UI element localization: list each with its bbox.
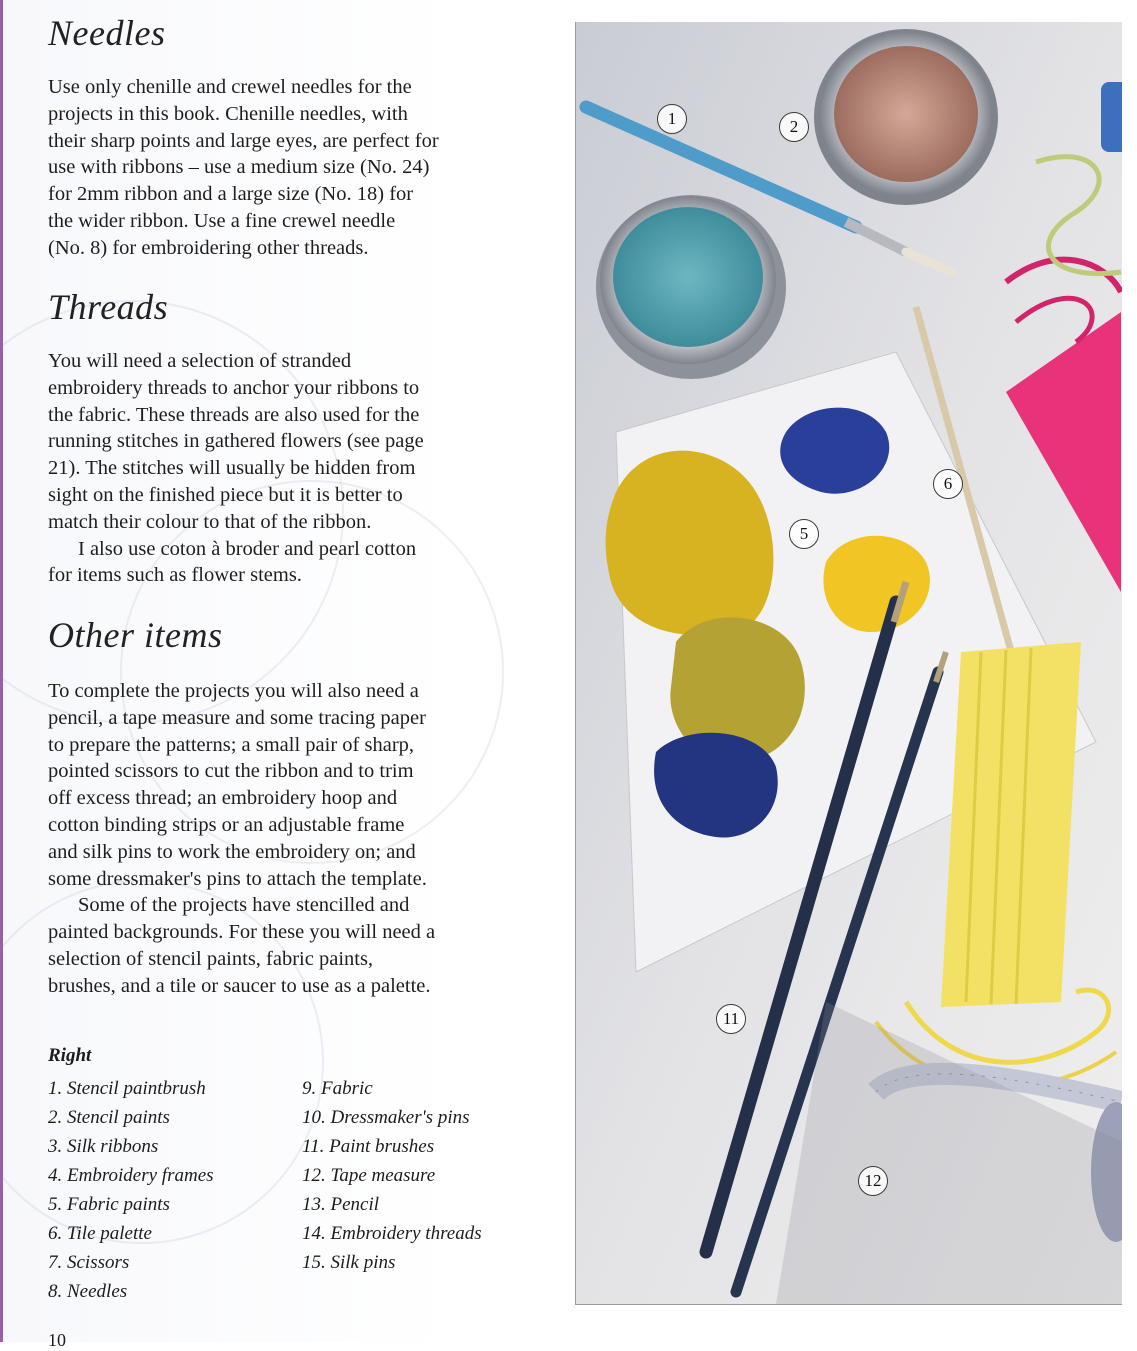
label-2: 2 [779, 112, 809, 142]
text-line: the fabric. These threads are also used for the [48, 403, 420, 426]
caption-item: 14. Embroidery threads [302, 1223, 482, 1244]
text-line: (No. 8) for embroidering other threads. [48, 236, 369, 259]
text-line: To complete the projects you will also need a [48, 680, 419, 702]
caption-item: 12. Tape measure [302, 1165, 436, 1186]
blue-tin [1101, 82, 1122, 152]
label-12: 12 [858, 1166, 888, 1196]
caption-item: 5. Fabric paints [48, 1194, 170, 1215]
text-line: brushes, and a tile or saucer to use as a palette. [48, 974, 431, 997]
text-line: use with ribbons – use a medium size (No. 24) [48, 156, 430, 179]
text-line: cotton binding strips or an adjustable frame [48, 813, 405, 836]
caption-item: 2. Stencil paints [48, 1107, 170, 1128]
text-line: the wider ribbon. Use a fine crewel needle [48, 209, 396, 232]
copper-paint-tin [814, 29, 998, 205]
needles-paragraph [48, 74, 439, 262]
text-line: and silk pins to work the embroidery on; and [48, 840, 416, 863]
text-line: I also use coton à broder and pearl cotton [78, 537, 417, 560]
other-items-heading: Other items [48, 615, 223, 655]
text-line: for 2mm ribbon and a large size (No. 18) for [48, 183, 414, 206]
text-line: running stitches in gathered flowers (see page [48, 430, 424, 453]
text-line: You will need a selection of stranded [48, 350, 352, 372]
materials-illustration [576, 22, 1122, 1304]
caption-list-right [302, 1074, 482, 1277]
label-5: 5 [789, 519, 819, 549]
text-line: embroidery threads to anchor your ribbons to [48, 376, 420, 399]
caption-item: 10. Dressmaker's pins [302, 1107, 470, 1128]
label-6: 6 [933, 469, 963, 499]
caption-item: 13. Pencil [302, 1194, 380, 1215]
turquoise-paint-tin [596, 195, 786, 379]
caption-item: 11. Paint brushes [302, 1136, 435, 1157]
text-line: selection of stencil paints, fabric paints, [48, 947, 374, 970]
caption-item: 4. Embroidery frames [48, 1165, 214, 1186]
page-number: 10 [48, 1330, 66, 1350]
caption-item: 3. Silk ribbons [48, 1136, 159, 1157]
caption-item: 1. Stencil paintbrush [48, 1078, 206, 1099]
label-11: 11 [716, 1004, 746, 1034]
text-line: 21). The stitches will usually be hidden from [48, 457, 416, 480]
text-line: to prepare the patterns; a small pair of sharp, [48, 733, 415, 756]
text-line: pointed scissors to cut the ribbon and to trim [48, 760, 414, 783]
text-line: sight on the finished piece but it is better to [48, 483, 403, 506]
text-line: some dressmaker's pins to attach the template. [48, 867, 427, 890]
caption-item: 7. Scissors [48, 1252, 130, 1273]
threads-heading: Threads [48, 287, 169, 327]
label-1: 1 [657, 104, 687, 134]
caption-item: 9. Fabric [302, 1078, 373, 1099]
text-line: Use only chenille and crewel needles for the [48, 76, 412, 98]
caption-item: 8. Needles [48, 1281, 128, 1302]
text-line: their sharp points and large eyes, are perfect for [48, 129, 439, 152]
needles-heading: Needles [48, 13, 166, 53]
text-line: Some of the projects have stencilled and [78, 894, 410, 917]
caption-title: Right [48, 1045, 92, 1066]
caption-item: 15. Silk pins [302, 1252, 396, 1273]
text-line: pencil, a tape measure and some tracing paper [48, 706, 426, 729]
text-line: match their colour to that of the ribbon. [48, 510, 372, 533]
caption-item: 6. Tile palette [48, 1223, 152, 1244]
text-line: for items such as flower stems. [48, 564, 302, 587]
caption-list-left [48, 1074, 214, 1306]
text-line: projects in this book. Chenille needles, with [48, 102, 408, 125]
materials-photo [575, 22, 1122, 1305]
page-edge [0, 0, 3, 1342]
text-line: painted backgrounds. For these you will need a [48, 921, 436, 944]
text-line: off excess thread; an embroidery hoop and [48, 787, 398, 810]
other-items-paragraph [48, 678, 435, 1000]
threads-paragraph [48, 348, 424, 589]
